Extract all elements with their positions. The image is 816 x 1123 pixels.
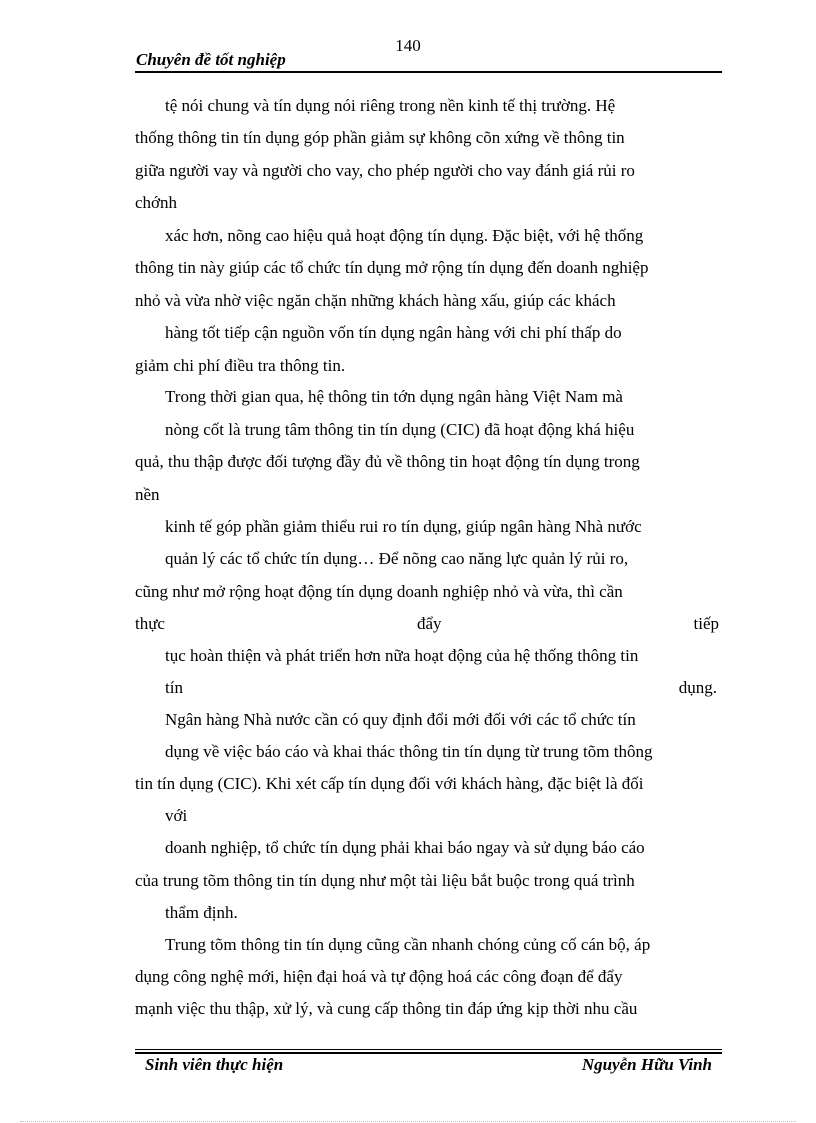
text-line: tệ nói chung và tín dụng nói riêng trong nền kinh tế thị trường. Hệ	[165, 96, 616, 115]
footer-rule	[135, 1052, 722, 1054]
text-line: hàng tốt tiếp cận nguồn vốn tín dụng ngân hàng với chi phí thấp do	[165, 323, 622, 342]
page-number: 140	[395, 36, 421, 55]
text-line: mạnh việc thu thập, xử lý, và cung cấp thông tin đáp ứng kịp thời nhu cầu	[135, 999, 638, 1018]
text-line: nền	[135, 485, 160, 504]
text-line: thẩm định.	[165, 903, 238, 922]
footer-rule	[135, 1049, 722, 1050]
text-line: của trung tõm thông tin tín dụng như một tài liệu bắt buộc trong quá trình	[135, 871, 635, 890]
page-bottom-border	[20, 1121, 796, 1122]
text-word: tiếp	[693, 614, 719, 633]
footer-author-name: Nguyễn Hữu Vinh	[581, 1055, 712, 1074]
text-line: giảm chi phí điều tra thông tin.	[135, 356, 346, 375]
text-word: đẩy	[416, 614, 442, 633]
text-line: nòng cốt là trung tâm thông tin tín dụng (CIC) đã hoạt động khá hiệu	[165, 420, 635, 439]
text-word: thực	[135, 614, 165, 633]
text-line: quả, thu thập được đối tượng đầy đủ về thông tin hoạt động tín dụng trong	[135, 452, 640, 471]
text-line: kinh tế góp phần giảm thiểu rui ro tín dụng, giúp ngân hàng Nhà nước	[165, 517, 642, 536]
text-line: tục hoàn thiện và phát triển hơn nữa hoạt động của hệ thống thông tin	[165, 646, 639, 665]
text-line: doanh nghiệp, tổ chức tín dụng phải khai báo ngay và sử dụng báo cáo	[165, 838, 645, 857]
text-line: tin tín dụng (CIC). Khi xét cấp tín dụng đối với khách hàng, đặc biệt là đối	[135, 774, 644, 793]
header-title: Chuyên đề tốt nghiệp	[136, 50, 286, 69]
text-line: thống thông tin tín dụng góp phần giảm sự không cõn xứng về thông tin	[135, 128, 625, 147]
text-line: dụng công nghệ mới, hiện đại hoá và tự động hoá các công đoạn để đẩy	[135, 967, 623, 986]
text-line: cũng như mở rộng hoạt động tín dụng doanh nghiệp nhỏ và vừa, thì cần	[135, 582, 623, 601]
text-line: với	[165, 806, 188, 825]
text-word: dụng.	[678, 678, 717, 697]
text-line: dụng về việc báo cáo và khai thác thông tin tín dụng từ trung tõm thông	[165, 742, 653, 761]
text-line: giữa người vay và người cho vay, cho phép người cho vay đánh giá rủi ro	[135, 161, 635, 180]
text-line: quản lý các tổ chức tín dụng… Để nõng cao năng lực quản lý rủi ro,	[165, 549, 629, 568]
text-line: Trung tõm thông tin tín dụng cũng cần nhanh chóng củng cố cán bộ, áp	[165, 935, 651, 954]
text-line: thông tin này giúp các tổ chức tín dụng mở rộng tín dụng đến doanh nghiệp	[135, 258, 649, 277]
text-line: Trong thời gian qua, hệ thông tin tớn dụng ngân hàng Việt Nam mà	[165, 387, 623, 406]
header-rule	[135, 71, 722, 73]
text-line: xác hơn, nõng cao hiệu quả hoạt động tín dụng. Đặc biệt, với hệ thống	[165, 226, 644, 245]
text-line: Ngân hàng Nhà nước cần có quy định đổi mới đối với các tổ chức tín	[165, 710, 636, 729]
footer-author-label: Sinh viên thực hiện	[145, 1055, 284, 1074]
text-word: tín	[165, 678, 183, 697]
text-line: chớnh	[135, 193, 178, 212]
text-line: nhỏ và vừa nhờ việc ngăn chặn những khách hàng xấu, giúp các khách	[135, 291, 616, 310]
